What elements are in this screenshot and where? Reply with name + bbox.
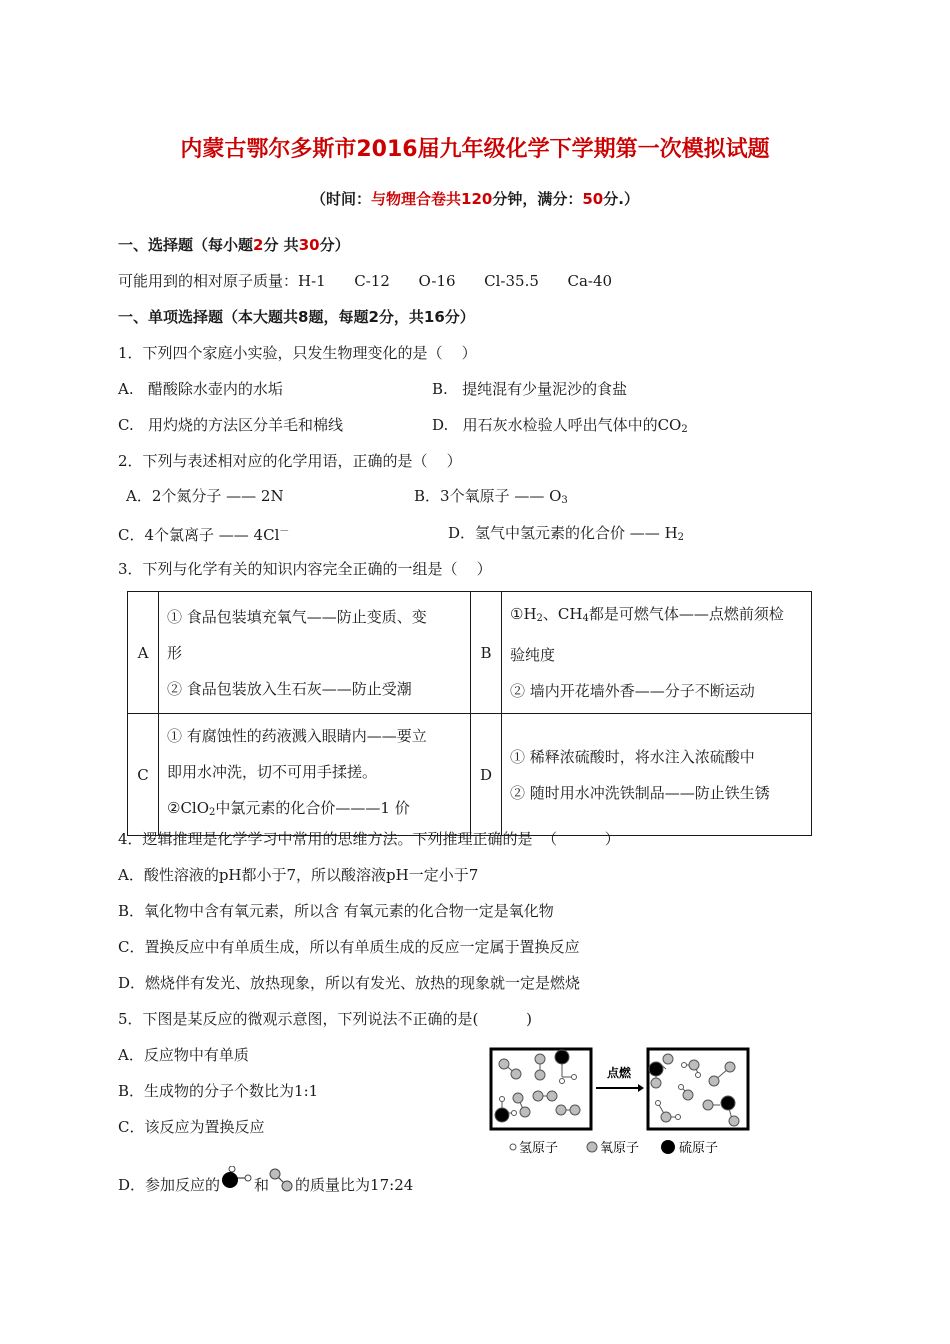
atomic-masses: 可能用到的相对原子质量：H-1 C-12 O-16 Cl-35.5 Ca-40 [118,272,613,290]
h2s-molecule-icon [220,1166,254,1196]
q5-option-d [118,1166,413,1196]
q2-option-d-text: D．氢气中氢元素的化合价 —— H [448,524,678,542]
q3-stem: 3．下列与化学有关的知识内容完全正确的一组是（ ） [118,560,492,578]
q5-option-b: B．生成物的分子个数比为1:1 [118,1082,319,1100]
section1-points-total: 30 [298,236,320,254]
q3-label-d: D [471,714,502,836]
section1-heading-pre: 一、选择题（每小题 [118,236,254,254]
q1-option-c: C. 用灼烧的方法区分羊毛和棉线 [118,416,344,434]
legend-sulfur: 硫原子 [679,1141,719,1156]
exam-time: 与物理合卷共120 [371,190,493,208]
q3-b-line1-b: 、CH [542,605,583,623]
q3-b-line1-sub2: 4 [582,613,589,624]
exam-info [0,188,950,209]
q3-label-c: C [128,714,159,836]
q3-b-line1-c: 都是可燃气体——点燃前须检 [588,605,784,623]
o2-molecule-icon [269,1166,295,1196]
q5-option-d-pre: D．参加反应的 [118,1176,221,1194]
q5-option-d-post: 的质量比为17:24 [295,1176,414,1194]
q4-stem: 4．逻辑推理是化学学习中常用的思维方法。下列推理正确的是 （ ） [118,830,620,848]
q2-option-d [448,522,684,543]
q3-label-b: B [471,592,502,714]
q3-cell-c [159,714,471,836]
q4-option-b: B．氧化物中含有氧元素，所以含 有氧元素的化合物一定是氧化物 [118,902,554,920]
q2-stem: 2．下列与表述相对应的化学用语，正确的是（ ） [118,452,462,470]
q3-b-line1-sub1: 2 [536,613,543,624]
q1-option-b: B. 提纯混有少量泥沙的食盐 [432,380,628,398]
q3-c-line2: 即用水冲洗，切不可用手揉搓。 [167,763,378,781]
arrow-label: 点燃 [606,1066,632,1080]
exam-info-post: 分.） [603,190,639,208]
exam-score: 50 [582,190,604,208]
q3-b-line1 [510,596,803,637]
section1-heading-post: 分） [319,236,350,254]
q1-option-d-sub: 2 [681,424,688,435]
q3-a-line2: 形 [167,643,183,662]
q2-option-c-sup: － [279,526,290,537]
q2-option-d-sub: 2 [677,532,685,543]
q3-b-line3: ② 墙内开花墙外香——分子不断运动 [510,682,755,700]
q2-option-b [414,485,568,506]
q1-option-d-text: D. 用石灰水检验人呼出气体中的CO [432,416,682,434]
q1-stem: 1．下列四个家庭小实验，只发生物理变化的是（ ） [118,344,477,362]
q5-stem: 5．下图是某反应的微观示意图，下列说法不正确的是( ) [118,1010,532,1028]
legend-hydrogen: 氢原子 [519,1141,559,1156]
q3-c-line3 [167,790,462,831]
section1-heading [118,234,350,255]
q3-cell-d [502,714,812,836]
q3-a-line3: ② 食品包装放入生石灰——防止受潮 [167,679,412,698]
q2-option-c-text: C．4个氯离子 —— 4Cl [118,526,280,544]
q2-option-a: A．2个氮分子 —— 2N [126,487,284,505]
oxygen-atom-icon [587,1142,597,1152]
q2-option-b-text: B．3个氧原子 —— O [414,487,562,505]
q2-option-c [118,522,289,545]
section1-points-each: 2 [253,236,264,254]
reaction-diagram [488,1043,753,1161]
q3-cell-a [159,592,471,714]
q3-a-line1: ① 食品包装填充氧气——防止变质、变 [167,607,427,626]
page-title: 内蒙古鄂尔多斯市2016届九年级化学下学期第一次模拟试题 [180,137,770,162]
exam-info-mid: 分钟，满分： [492,190,583,208]
q3-c-line1: ① 有腐蚀性的药液溅入眼睛内——要立 [167,727,427,745]
q3-d-line2: ② 随时用水冲洗铁制品——防止铁生锈 [510,783,770,802]
q3-b-line2: 验纯度 [510,646,556,664]
q4-option-a: A．酸性溶液的pH都小于7，所以酸溶液pH一定小于7 [118,866,479,884]
exam-info-pre: （时间： [311,190,372,208]
q1-option-d [432,414,688,435]
section2-heading: 一、单项选择题（本大题共8题，每题2分，共16分） [118,308,475,326]
q4-option-c: C．置换反应中有单质生成，所以有单质生成的反应一定属于置换反应 [118,938,580,956]
sulfur-atom-icon [661,1140,675,1154]
q4-option-d: D．燃烧伴有发光、放热现象，所以有发光、放热的现象就一定是燃烧 [118,974,581,992]
q3-cell-b [502,592,812,714]
arrow-head-icon [638,1084,644,1092]
section1-heading-mid: 分 共 [263,236,299,254]
q3-c-line3-a: ②ClO [167,799,210,817]
q3-c-line3-b: 中氯元素的化合价———1 价 [215,799,410,817]
q3-label-a: A [128,592,159,714]
q3-c-line3-sub: 2 [209,807,216,818]
q3-d-line1: ① 稀释浓硫酸时，将水注入浓硫酸中 [510,747,755,766]
q3-table [127,591,812,836]
hydrogen-atom-icon [510,1144,516,1150]
q3-b-line1-a: ①H [510,605,537,623]
q5-option-c: C．该反应为置换反应 [118,1118,265,1136]
q5-option-a: A．反应物中有单质 [118,1046,249,1064]
q2-option-b-sub: 3 [561,495,568,506]
q5-option-d-mid: 和 [254,1176,270,1194]
q1-option-a: A. 醋酸除水壶内的水垢 [118,380,283,398]
legend-oxygen: 氧原子 [600,1141,640,1156]
